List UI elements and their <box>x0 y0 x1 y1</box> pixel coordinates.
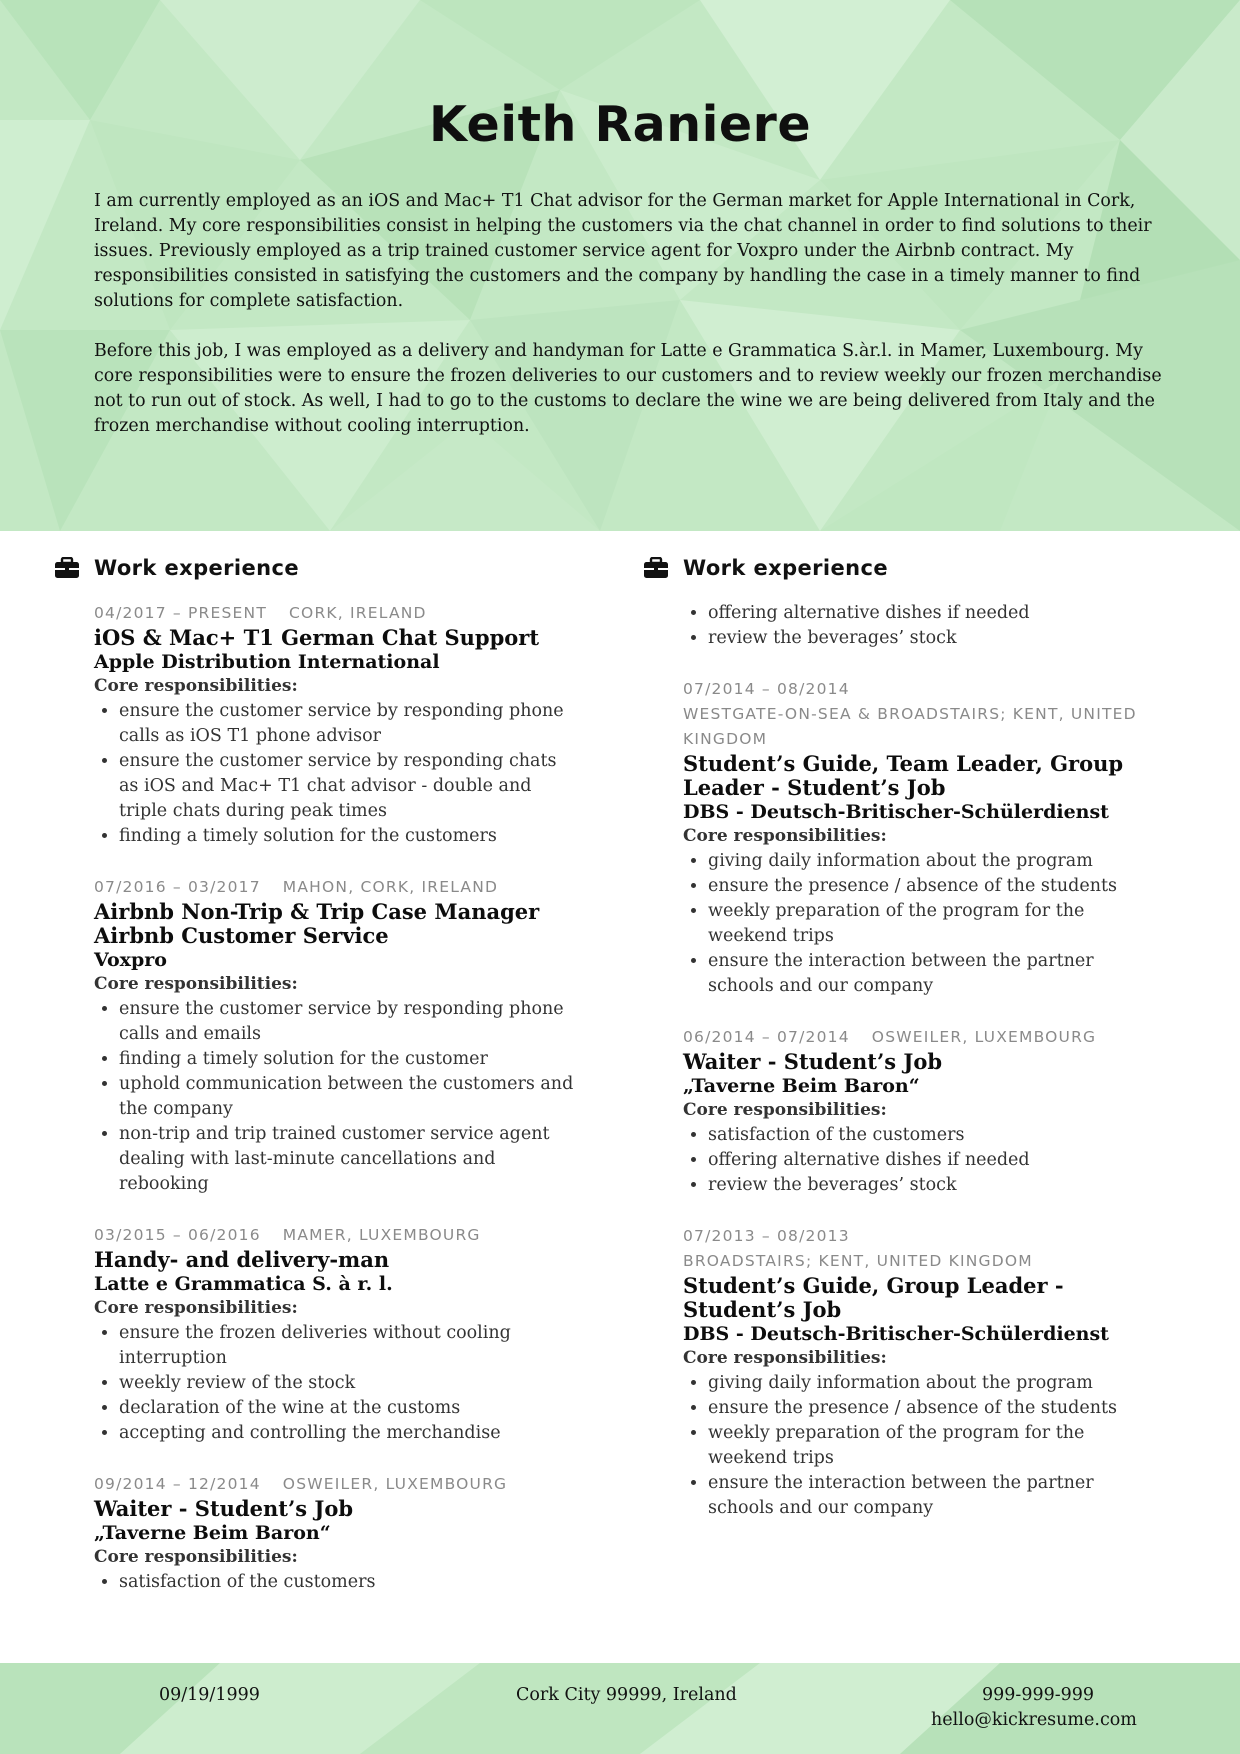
company-name: „Taverne Beim Baron“ <box>94 1522 331 1544</box>
core-label: Core responsibilities: <box>94 1547 298 1567</box>
entry-location: OSWEILER, LUXEMBOURG <box>282 1475 508 1493</box>
phone-number: 999-999-999 <box>982 1685 1095 1705</box>
experience-entry <box>683 677 1163 999</box>
header-band <box>0 0 1240 531</box>
core-label: Core responsibilities: <box>94 676 298 696</box>
bullet-item: • review the beverages’ stock <box>708 626 1163 651</box>
bullet-list <box>94 997 574 1197</box>
bullet-list <box>683 601 1163 651</box>
bullet-list <box>683 1123 1163 1198</box>
experience-entry <box>94 875 574 1197</box>
left-column <box>54 553 574 1621</box>
bullet-item: • ensure the presence / absence of the students <box>708 874 1163 899</box>
experience-entry <box>683 1224 1163 1521</box>
entry-dates: 07/2014 – 08/2014 <box>683 680 850 698</box>
entry-location: MAHON, CORK, IRELAND <box>282 878 499 896</box>
experience-entry <box>94 601 574 849</box>
bullet-list <box>94 699 574 849</box>
entry-location: CORK, IRELAND <box>289 604 427 622</box>
email-link[interactable]: hello@kickresume.com <box>931 1710 1137 1730</box>
entry-meta <box>683 1025 1163 1050</box>
job-title: Student’s Guide, Team Leader, Group Leader - Student’s Job <box>683 751 1124 800</box>
bullet-item: • non-trip and trip trained customer service agent dealing with last-minute cancellations and rebooking <box>119 1122 574 1197</box>
bullet-item: • ensure the presence / absence of the students <box>708 1396 1163 1421</box>
bullet-item: • ensure the frozen deliveries without cooling interruption <box>119 1321 574 1371</box>
briefcase-icon <box>54 557 80 579</box>
bullet-item: • weekly preparation of the program for the weekend trips <box>708 1421 1163 1471</box>
section-header <box>643 553 1163 583</box>
company-name: „Taverne Beim Baron“ <box>683 1075 920 1097</box>
birth-date: 09/19/1999 <box>159 1685 260 1705</box>
bullet-item: • accepting and controlling the merchandise <box>119 1421 574 1446</box>
entry-dates: 06/2014 – 07/2014 <box>683 1028 850 1046</box>
profile-summary <box>94 189 1174 464</box>
entry-location: OSWEILER, LUXEMBOURG <box>871 1028 1097 1046</box>
core-label: Core responsibilities: <box>683 1100 887 1120</box>
summary-paragraph: Before this job, I was employed as a delivery and handyman for Latte e Grammatica S.àr.l. in Mamer, Luxembourg. My core responsibilities were to ensure the frozen deliveries to our customers and to review weekly our frozen merchandise not to run out of stock. As well, I had to go to the customs to declare the wine we are being delivered from Italy and the frozen merchandise without cooling interruption. <box>94 341 1162 436</box>
experience-list <box>643 601 1163 1521</box>
job-title: Airbnb Non-Trip & Trip Case Manager Airbnb Customer Service <box>94 899 540 948</box>
address: Cork City 99999, Ireland <box>516 1685 737 1705</box>
entry-meta <box>683 677 1163 752</box>
bullet-list <box>683 849 1163 999</box>
core-label: Core responsibilities: <box>683 826 887 846</box>
core-label: Core responsibilities: <box>94 974 298 994</box>
company-name: Apple Distribution International <box>94 651 440 673</box>
company-name: DBS - Deutsch-Britischer-Schülerdienst <box>683 1323 1109 1345</box>
bullet-list <box>94 1570 574 1595</box>
section-title: Work experience <box>94 556 299 580</box>
summary-paragraph: I am currently employed as an iOS and Mac+ T1 Chat advisor for the German market for Apple International in Cork, Ireland. My core responsibilities consist in helping the customers via the chat channel in order to find solutions to their issues. Previously employed as a trip trained customer service agent for Voxpro under the Airbnb contract. My responsibilities consisted in satisfying the customers and the company by handling the case in a timely manner to find solutions for complete satisfaction. <box>94 191 1152 311</box>
section-header <box>54 553 574 583</box>
bullet-item: • ensure the interaction between the partner schools and our company <box>708 949 1163 999</box>
entry-dates: 07/2013 – 08/2013 <box>683 1227 850 1245</box>
bullet-item: • ensure the interaction between the partner schools and our company <box>708 1471 1163 1521</box>
bullet-item: • finding a timely solution for the customers <box>119 824 574 849</box>
bullet-item: • weekly preparation of the program for the weekend trips <box>708 899 1163 949</box>
company-name: Latte e Grammatica S. à r. l. <box>94 1273 393 1295</box>
bullet-item: • satisfaction of the customers <box>708 1123 1163 1148</box>
bullet-item: • uphold communication between the customers and the company <box>119 1072 574 1122</box>
entry-meta <box>683 1224 1163 1274</box>
bullet-item: • giving daily information about the program <box>708 1371 1163 1396</box>
continued-bullets <box>683 601 1163 651</box>
entry-meta <box>94 1472 574 1497</box>
job-title: Waiter - Student’s Job <box>683 1049 943 1074</box>
bullet-list <box>94 1321 574 1446</box>
bullet-item: • satisfaction of the customers <box>119 1570 574 1595</box>
entry-location: MAMER, LUXEMBOURG <box>282 1226 481 1244</box>
candidate-name: Keith Raniere <box>428 96 812 153</box>
bullet-item: • ensure the customer service by responding phone calls as iOS T1 phone advisor <box>119 699 574 749</box>
bullet-item: • review the beverages’ stock <box>708 1173 1163 1198</box>
entry-dates: 03/2015 – 06/2016 <box>94 1226 261 1244</box>
company-name: DBS - Deutsch-Britischer-Schülerdienst <box>683 801 1109 823</box>
experience-entry <box>94 1472 574 1595</box>
bullet-item: • finding a timely solution for the customer <box>119 1047 574 1072</box>
job-title: Handy- and delivery-man <box>94 1247 390 1272</box>
section-title: Work experience <box>683 556 888 580</box>
bullet-item: • ensure the customer service by responding phone calls and emails <box>119 997 574 1047</box>
entry-dates: 07/2016 – 03/2017 <box>94 878 261 896</box>
bullet-item: • offering alternative dishes if needed <box>708 601 1163 626</box>
entry-meta <box>94 875 574 900</box>
core-label: Core responsibilities: <box>683 1348 887 1368</box>
bullet-item: • declaration of the wine at the customs <box>119 1396 574 1421</box>
core-label: Core responsibilities: <box>94 1298 298 1318</box>
experience-list <box>54 601 574 1595</box>
bullet-item: • weekly review of the stock <box>119 1371 574 1396</box>
entry-dates: 04/2017 – PRESENT <box>94 604 268 622</box>
footer-band <box>0 1663 1240 1754</box>
entry-dates: 09/2014 – 12/2014 <box>94 1475 261 1493</box>
bullet-item: • ensure the customer service by responding chats as iOS and Mac+ T1 chat advisor - double and triple chats during peak times <box>119 749 574 824</box>
experience-entry <box>94 1223 574 1446</box>
bullet-item: • giving daily information about the program <box>708 849 1163 874</box>
bullet-list <box>683 1371 1163 1521</box>
entry-meta <box>94 601 574 626</box>
right-column <box>643 553 1163 1547</box>
bullet-item: • offering alternative dishes if needed <box>708 1148 1163 1173</box>
experience-entry <box>683 1025 1163 1198</box>
entry-location: BROADSTAIRS; KENT, UNITED KINGDOM <box>683 1252 1033 1270</box>
entry-location: WESTGATE-ON-SEA & BROADSTAIRS; KENT, UNITED KINGDOM <box>683 705 1137 748</box>
job-title: Waiter - Student’s Job <box>94 1496 354 1521</box>
company-name: Voxpro <box>94 949 167 971</box>
job-title: iOS & Mac+ T1 German Chat Support <box>94 625 540 650</box>
entry-meta <box>94 1223 574 1248</box>
job-title: Student’s Guide, Group Leader - Student’s Job <box>683 1273 1064 1322</box>
briefcase-icon <box>643 557 669 579</box>
